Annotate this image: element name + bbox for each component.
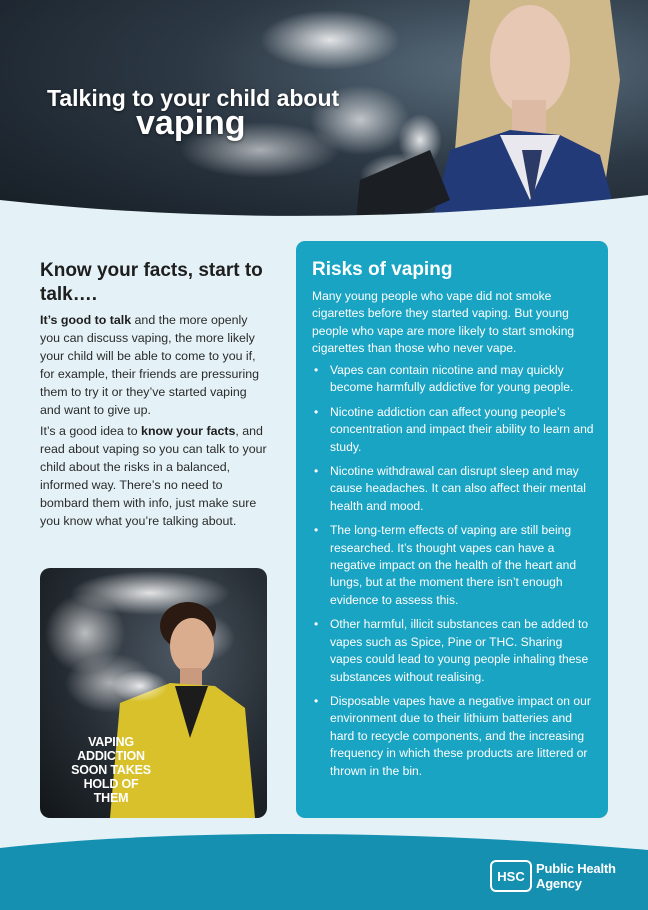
list-item-text: Nicotine addiction can affect young people’s concentration and impact their ability to learn and study.: [330, 404, 594, 454]
list-item: [312, 616, 596, 686]
bullet-icon: •: [314, 693, 319, 708]
bullet-icon: •: [314, 404, 319, 419]
know-facts-emphasis: know your facts: [141, 424, 236, 438]
list-item: [312, 522, 596, 609]
bullet-icon: •: [314, 523, 319, 538]
poster-slogan-line: VAPING: [88, 735, 134, 749]
poster-slogan-line: ADDICTION: [77, 749, 145, 763]
poster-slogan-line: HOLD OF: [83, 777, 139, 791]
page-title-line2: vaping: [136, 104, 246, 142]
list-item: [312, 404, 596, 456]
list-item-text: Nicotine withdrawal can disrupt sleep and may cause headaches. It can also affect their mental health and mood.: [330, 464, 586, 513]
know-facts-heading: Know your facts, start to talk….: [40, 260, 263, 305]
good-to-talk-emphasis: It’s good to talk: [40, 313, 132, 327]
good-to-talk-paragraph: [40, 311, 270, 419]
list-item: [312, 362, 596, 397]
logo-line2: Agency: [536, 876, 582, 891]
hero-wave: [0, 0, 648, 230]
hsc-logo-mark: HSC: [490, 860, 532, 892]
know-facts-paragraph: [40, 422, 270, 530]
poster-slogan: [66, 735, 156, 805]
logo-line1: Public Health: [536, 861, 616, 876]
poster-slogan-line: THEM: [93, 791, 129, 805]
good-to-talk-text: and the more openly you can discuss vaping, the more likely your child will be able to come to you if, for example, their friends are pressuring them to try it or they’ve started vaping and want to give up.: [40, 313, 260, 417]
hero-banner: [0, 0, 648, 230]
list-item-text: Vapes can contain nicotine and may quickly become harmfully addictive for young people.: [330, 363, 574, 395]
list-item: [312, 463, 596, 515]
risks-list: [312, 362, 596, 787]
list-item-text: The long-term effects of vaping are still being researched. It’s thought vapes can have a negative impact on the health of the heart and lungs, but at the moment there isn’t enough evidence to assess this.: [330, 523, 577, 607]
list-item: [312, 693, 596, 780]
public-health-agency-logo: [490, 860, 620, 894]
risks-heading: Risks of vaping: [312, 259, 453, 280]
list-item-text: Disposable vapes have a negative impact on our environment due to their lithium batteries and hard to recycle components, and the increasing frequency in which these products are littered or thrown in the bin.: [330, 693, 591, 778]
bullet-icon: •: [314, 464, 319, 479]
know-facts-text-after: , and read about vaping so you can talk to your child about the risks in a balanced, informed way. There’s no need to bombard them with info, just make sure you know what you’re talking about.: [40, 424, 267, 528]
know-facts-text-before: It’s a good idea to: [40, 424, 142, 438]
bullet-icon: •: [314, 617, 319, 632]
logo-wordmark: [536, 861, 626, 891]
bullet-icon: •: [314, 363, 319, 377]
page-title-line1: Talking to your child about: [47, 85, 340, 112]
poster-slogan-line: SOON TAKES: [71, 763, 151, 777]
risks-intro: Many young people who vape did not smoke cigarettes before they started vaping. But young people who vape are more likely to start smoking cigarettes than those who never vape.: [312, 289, 575, 356]
list-item-text: Other harmful, illicit substances can be added to vapes such as Spice, Pine or THC. Sharing vapes could lead to young people inhaling these substances without realising.: [330, 617, 589, 684]
